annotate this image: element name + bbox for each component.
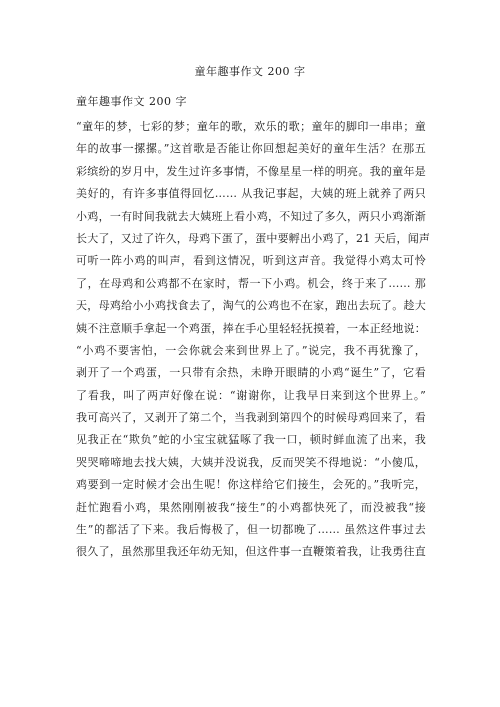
document-body	[76, 116, 431, 564]
body-line: 剥开了一个鸡蛋，一只带有余热，未睁开眼睛的小鸡“诞生”了，它看	[76, 366, 426, 380]
document-subtitle: 童年趣事作文 200 字	[76, 95, 187, 108]
body-line: “小鸡不要害怕，一会你就会来到世界上了。”说完，我不再犹豫了，	[76, 343, 426, 357]
body-line: 年的故事一摞摞。”这首歌是否能让你回想起美好的童年生活？在那五	[76, 142, 426, 156]
body-line: 天，母鸡给小小鸡找食去了，淘气的公鸡也不在家，跑出去玩了。趁大	[76, 299, 426, 313]
body-line: 我可高兴了，又剥开了第二个，当我剥到第四个的时候母鸡回来了，看	[76, 411, 426, 425]
body-line: 赶忙跑看小鸡，果然刚刚被我“接生”的小鸡都快死了，而没被我“接	[76, 500, 426, 514]
body-line: 很久了，虽然那里我还年幼无知，但这件事一直鞭策着我，让我勇往直	[76, 545, 426, 559]
document-title: 童年趣事作文 200 字	[194, 65, 306, 78]
body-line: 见我正在“欺负”蛇的小宝宝就猛啄了我一口，顿时鲜血流了出来，我	[76, 433, 426, 447]
body-line: 姨不注意顺手拿起一个鸡蛋，捧在手心里轻轻抚摸着，一本正经地说：	[76, 321, 426, 335]
body-line: 哭哭啼啼地去找大姨，大姨并没说我，反而哭笑不得地说：“小傻瓜，	[76, 455, 426, 469]
body-line: 可听一阵小鸡的叫声，看到这情况，听到这声音。我觉得小鸡太可怜	[76, 254, 426, 268]
body-line: 彩缤纷的岁月中，发生过许多事情，不像星星一样的明亮。我的童年是	[76, 164, 426, 178]
body-line: 鸡要到一定时候才会出生呢！你这样给它们接生，会死的。”我听完，	[76, 478, 426, 492]
body-line: 生”的都活了下来。我后悔极了，但一切都晚了…… 虽然这件事过去	[76, 523, 426, 537]
body-line: 美好的，有许多事值得回忆…… 从我记事起，大姨的班上就养了两只	[76, 187, 426, 201]
body-line: “童年的梦，七彩的梦；童年的歌，欢乐的歌；童年的脚印一串串；童	[76, 120, 426, 133]
body-line: 了看我，叫了两声好像在说：“谢谢你，让我早日来到这个世界上。”	[76, 388, 426, 402]
body-line: 小鸡，一有时间我就去大姨班上看小鸡，不知过了多久，两只小鸡渐渐	[76, 209, 426, 223]
body-line: 长大了，又过了许久，母鸡下蛋了，蛋中要孵出小鸡了，21 天后，闻声	[76, 231, 431, 245]
body-line: 了，在母鸡和公鸡都不在家时，帮一下小鸡。机会，终于来了…… 那	[76, 276, 426, 290]
